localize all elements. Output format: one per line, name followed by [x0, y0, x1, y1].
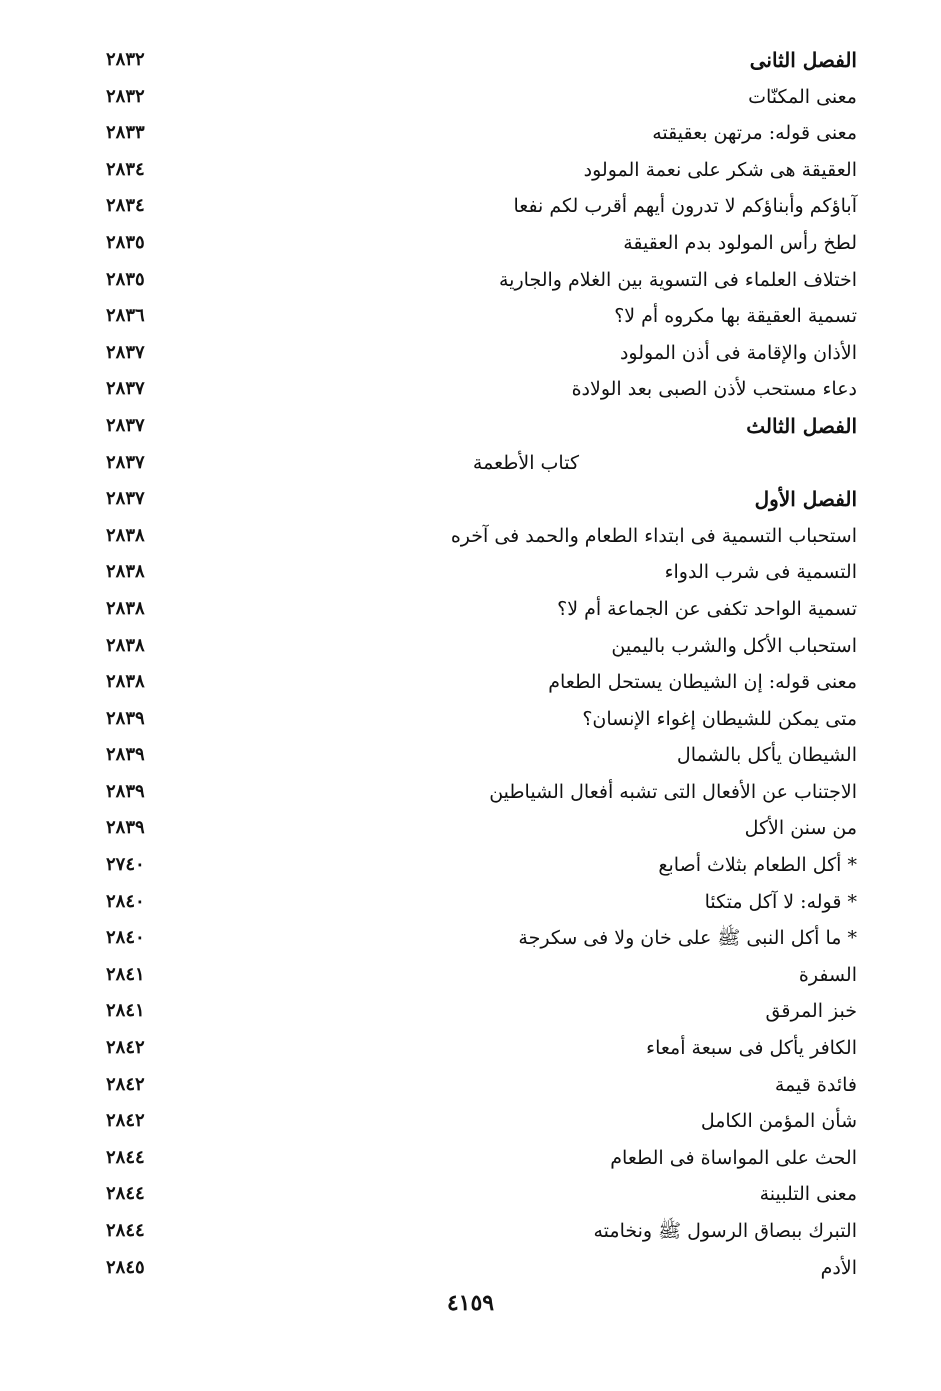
entry-page-number: ٢٨٤١ [106, 1000, 145, 1022]
entry-page-number: ٢٨٤٢ [106, 1110, 145, 1132]
entry-page-number: ٢٨٤٠ [106, 927, 145, 949]
entry-title: الحث على المواساة فى الطعام [610, 1146, 857, 1169]
table-of-contents [0, 42, 941, 1286]
toc-entry [0, 628, 941, 665]
entry-page-number: ٢٨٤٠ [106, 890, 145, 912]
entry-page-number: ٢٨٣٨ [106, 561, 145, 583]
entry-title: معنى قوله: إن الشيطان يستحل الطعام [548, 671, 857, 694]
entry-title: الكافر يأكل فى سبعة أمعاء [646, 1037, 857, 1060]
toc-heading [0, 42, 941, 79]
entry-title: استحباب التسمية فى ابتداء الطعام والحمد فى آخره [450, 524, 857, 547]
entry-title: التبرك ببصاق الرسول ﷺ ونخامته [593, 1220, 857, 1242]
entry-page-number: ٢٨٣٨ [106, 524, 145, 546]
entry-page-number: ٢٨٣٢ [106, 49, 145, 70]
toc-entry [0, 957, 941, 994]
entry-page-number: ٢٨٣٨ [106, 634, 145, 656]
toc-entry [0, 1250, 941, 1287]
toc-entry [0, 152, 941, 189]
entry-page-number: ٢٨٤٢ [106, 1037, 145, 1059]
entry-page-number: ٢٨٣٩ [106, 780, 145, 802]
entry-title: الشيطان يأكل بالشمال [676, 744, 857, 767]
entry-page-number: ٢٨٤٢ [106, 1073, 145, 1095]
toc-entry [0, 1067, 941, 1104]
entry-page-number: ٢٨٣٨ [106, 671, 145, 693]
toc-entry [0, 262, 941, 299]
toc-entry [0, 701, 941, 738]
entry-title: شأن المؤمن الكامل [700, 1110, 857, 1133]
toc-entry [0, 79, 941, 116]
toc-entry [0, 554, 941, 591]
entry-title: التسمية فى شرب الدواء [664, 561, 857, 584]
entry-title: تسمية الواحد تكفى عن الجماعة أم لا؟ [557, 597, 857, 620]
entry-title: * أكل الطعام بثلاث أصابع [658, 854, 857, 877]
entry-page-number: ٢٨٣٨ [106, 597, 145, 619]
toc-entry [0, 188, 941, 225]
toc-entry [0, 920, 941, 957]
toc-entry [0, 115, 941, 152]
entry-title: العقيقة هى شكر على نعمة المولود [583, 158, 857, 181]
toc-entry [0, 810, 941, 847]
toc-entry [0, 225, 941, 262]
entry-page-number: ٢٨٣٧ [106, 378, 145, 400]
entry-title: معنى التلبينة [759, 1183, 857, 1206]
entry-page-number: ٢٨٣٤ [106, 195, 145, 217]
entry-title: معنى المكنّات [748, 85, 857, 108]
entry-title: استحباب الأكل والشرب باليمين [611, 634, 857, 657]
entry-title: الفصل الأول [754, 487, 857, 512]
toc-entry [0, 774, 941, 811]
toc-entry [0, 1176, 941, 1213]
toc-heading [0, 445, 941, 482]
entry-page-number: ٢٨٣٦ [106, 305, 145, 327]
toc-heading [0, 481, 941, 518]
entry-page-number: ٢٨٣٧ [106, 488, 145, 510]
entry-page-number: ٢٨٣٥ [106, 268, 145, 290]
entry-title: الفصل الثالث [746, 413, 857, 438]
entry-page-number: ٢٨٣٢ [106, 85, 145, 107]
entry-title: لطخ رأس المولود بدم العقيقة [623, 231, 857, 254]
entry-page-number: ٢٨٤٤ [106, 1146, 145, 1168]
toc-entry [0, 847, 941, 884]
entry-page-number: ٢٨٣٤ [106, 158, 145, 180]
entry-title: كتاب الأطعمة [472, 451, 579, 474]
toc-entry [0, 737, 941, 774]
toc-entry [0, 993, 941, 1030]
entry-title: الفصل الثانى [749, 48, 857, 72]
entry-title: من سنن الأكل [744, 817, 857, 840]
entry-page-number: ٢٨٣٧ [106, 414, 145, 436]
entry-title: * ما أكل النبى ﷺ على خان ولا فى سكرجة [518, 927, 857, 950]
entry-page-number: ٢٨٣٩ [106, 744, 145, 766]
toc-heading [0, 408, 941, 445]
entry-title: الأذان والإقامة فى أذن المولود [619, 341, 857, 364]
page-number: ٤١٥٩ [446, 1290, 495, 1316]
entry-page-number: ٢٨٣٧ [106, 341, 145, 363]
entry-page-number: ٢٨٣٩ [106, 707, 145, 729]
entry-page-number: ٢٨٣٧ [106, 451, 145, 473]
entry-title: * قوله: لا آكل متكئا [704, 890, 857, 913]
entry-page-number: ٢٧٤٠ [106, 854, 145, 876]
toc-entry [0, 1103, 941, 1140]
entry-title: تسمية العقيقة بها مكروه أم لا؟ [614, 305, 857, 328]
toc-entry [0, 591, 941, 628]
entry-page-number: ٢٨٤١ [106, 963, 145, 985]
entry-title: اختلاف العلماء فى التسوية بين الغلام والجارية [499, 268, 857, 291]
toc-entry [0, 518, 941, 555]
entry-title: الاجتناب عن الأفعال التى تشبه أفعال الشياطين [489, 780, 857, 803]
entry-page-number: ٢٨٣٥ [106, 231, 145, 253]
toc-entry [0, 335, 941, 372]
entry-title: خبز المرقق [765, 1000, 857, 1023]
entry-title: السفرة [798, 963, 857, 986]
entry-title: متى يمكن للشيطان إغواء الإنسان؟ [582, 707, 857, 730]
entry-title: معنى قوله: مرتهن بعقيقته [652, 122, 857, 145]
toc-entry [0, 298, 941, 335]
entry-page-number: ٢٨٣٣ [106, 122, 145, 144]
entry-page-number: ٢٨٣٩ [106, 817, 145, 839]
entry-title: آباؤكم وأبناؤكم لا تدرون أيهم أقرب لكم نفعا [513, 195, 857, 218]
toc-entry [0, 1030, 941, 1067]
toc-entry [0, 1213, 941, 1250]
entry-title: الأدم [820, 1256, 857, 1279]
toc-entry [0, 664, 941, 701]
toc-entry [0, 884, 941, 921]
entry-page-number: ٢٨٤٤ [106, 1183, 145, 1205]
entry-page-number: ٢٨٤٤ [106, 1220, 145, 1241]
toc-entry [0, 371, 941, 408]
entry-page-number: ٢٨٤٥ [106, 1256, 145, 1278]
entry-title: فائدة قيمة [774, 1073, 857, 1096]
entry-title: دعاء مستحب لأذن الصبى بعد الولادة [571, 378, 857, 401]
toc-entry [0, 1140, 941, 1177]
